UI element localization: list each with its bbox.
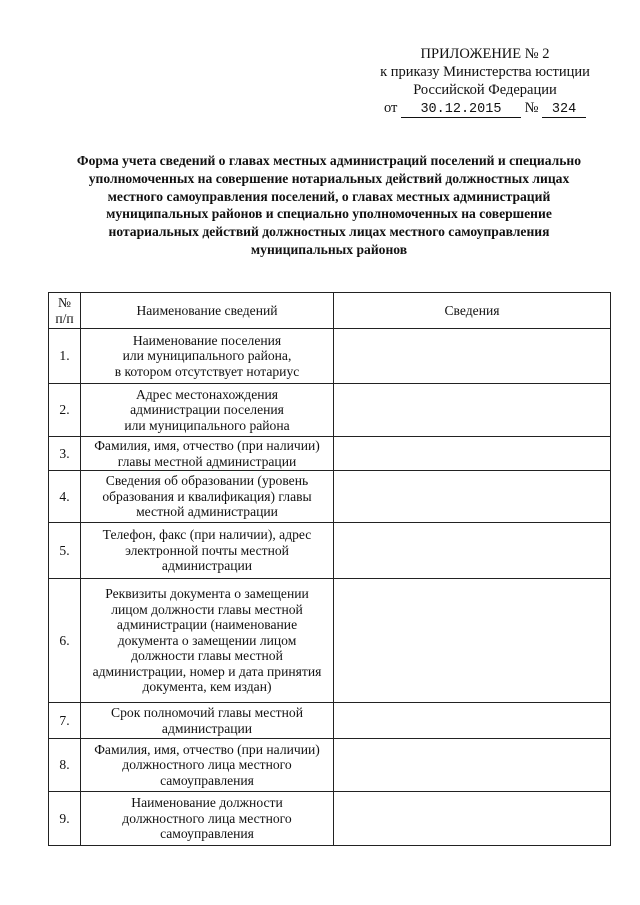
row-number: 1. (49, 329, 81, 384)
header-value: Сведения (334, 293, 611, 329)
row-name (81, 384, 334, 437)
row-name (81, 471, 334, 523)
title-line: уполномоченных на совершение нотариальных действий должностных лицах (88, 170, 570, 186)
row-value-field[interactable] (334, 329, 611, 384)
row-name-line: документа, кем издан) (142, 679, 272, 695)
row-name (81, 523, 334, 579)
row-name-line: документа о замещении лицом (117, 632, 297, 648)
title-line: Форма учета сведений о главах местных администраций поселений и специально (76, 153, 582, 168)
row-name-line: образования и квалификация) главы (102, 488, 312, 504)
row-value-field[interactable] (334, 703, 611, 739)
row-name-line: Наименование должности (131, 795, 283, 811)
table-row (49, 471, 611, 523)
row-name-line: администрации (161, 558, 253, 574)
row-name-line: Наименование поселения (132, 332, 282, 348)
order-date-line (360, 99, 610, 118)
row-number: 7. (49, 703, 81, 739)
order-date: 30.12.2015 (401, 102, 521, 118)
row-name-line: Адрес местонахождения (135, 386, 279, 402)
row-name (81, 437, 334, 471)
table-row (49, 437, 611, 471)
row-name-line: в котором отсутствует нотариус (114, 363, 300, 379)
appendix-line: к приказу Министерства юстиции (380, 64, 590, 80)
row-number: 6. (49, 579, 81, 703)
row-number: 9. (49, 792, 81, 846)
row-value-field[interactable] (334, 437, 611, 471)
row-name-line: должностного лица местного (122, 757, 292, 773)
row-value-field[interactable] (334, 792, 611, 846)
row-name (81, 329, 334, 384)
table-row (49, 579, 611, 703)
form-table (48, 292, 611, 846)
row-name-line: администрации (161, 720, 253, 736)
row-name-line: электронной почты местной (125, 542, 289, 558)
row-name (81, 703, 334, 739)
row-name-line: администрации, номер и дата принятия (92, 663, 322, 679)
number-prefix: № (524, 100, 539, 116)
row-number: 4. (49, 471, 81, 523)
row-name-line: должности главы местной (131, 648, 283, 664)
table-row (49, 329, 611, 384)
row-name (81, 739, 334, 792)
table-row (49, 792, 611, 846)
title-line: муниципальных районов и специально уполномоченных на совершение (106, 206, 552, 222)
row-number: 5. (49, 523, 81, 579)
appendix-header (360, 45, 610, 118)
row-name-line: или муниципального района (124, 417, 290, 433)
row-name-line: самоуправления (160, 772, 254, 788)
title-line: нотариальных действий должностных лицах местного самоуправления (108, 224, 550, 240)
row-name (81, 579, 334, 703)
row-name-line: самоуправления (160, 826, 254, 842)
row-name-line: Фамилия, имя, отчество (при наличии) (94, 741, 320, 757)
row-name-line: администрации (наименование (116, 617, 298, 633)
header-number: № п/п (49, 293, 81, 329)
row-number: 8. (49, 739, 81, 792)
row-value-field[interactable] (334, 739, 611, 792)
title-line: местного самоуправления поселений, о главах местных администраций (107, 188, 551, 204)
appendix-line: Российской Федерации (413, 82, 557, 98)
date-prefix: от (383, 100, 398, 116)
title-line: муниципальных районов (250, 241, 408, 257)
row-number: 2. (49, 384, 81, 437)
table-row (49, 739, 611, 792)
form-title (40, 152, 618, 259)
order-number: 324 (542, 102, 586, 118)
row-name-line: местной администрации (136, 504, 278, 520)
row-name-line: Телефон, факс (при наличии), адрес (102, 527, 312, 543)
row-value-field[interactable] (334, 384, 611, 437)
row-name-line: Сведения об образовании (уровень (105, 473, 309, 489)
row-value-field[interactable] (334, 523, 611, 579)
row-name-line: Реквизиты документа о замещении (105, 586, 309, 602)
row-name-line: главы местной администрации (117, 453, 297, 469)
row-name-line: Срок полномочий главы местной (111, 705, 303, 720)
table-row (49, 703, 611, 739)
header-name: Наименование сведений (81, 293, 334, 329)
row-name (81, 792, 334, 846)
row-name-line: Фамилия, имя, отчество (при наличии) (94, 438, 320, 453)
row-name-line: лицом должности главы местной (111, 601, 303, 617)
row-name-line: или муниципального района, (122, 348, 292, 364)
appendix-title: ПРИЛОЖЕНИЕ № 2 (420, 46, 550, 62)
row-name-line: должностного лица местного (122, 810, 292, 826)
row-number: 3. (49, 437, 81, 471)
table-row (49, 384, 611, 437)
row-name-line: администрации поселения (130, 402, 284, 418)
row-value-field[interactable] (334, 471, 611, 523)
row-value-field[interactable] (334, 579, 611, 703)
table-row (49, 523, 611, 579)
